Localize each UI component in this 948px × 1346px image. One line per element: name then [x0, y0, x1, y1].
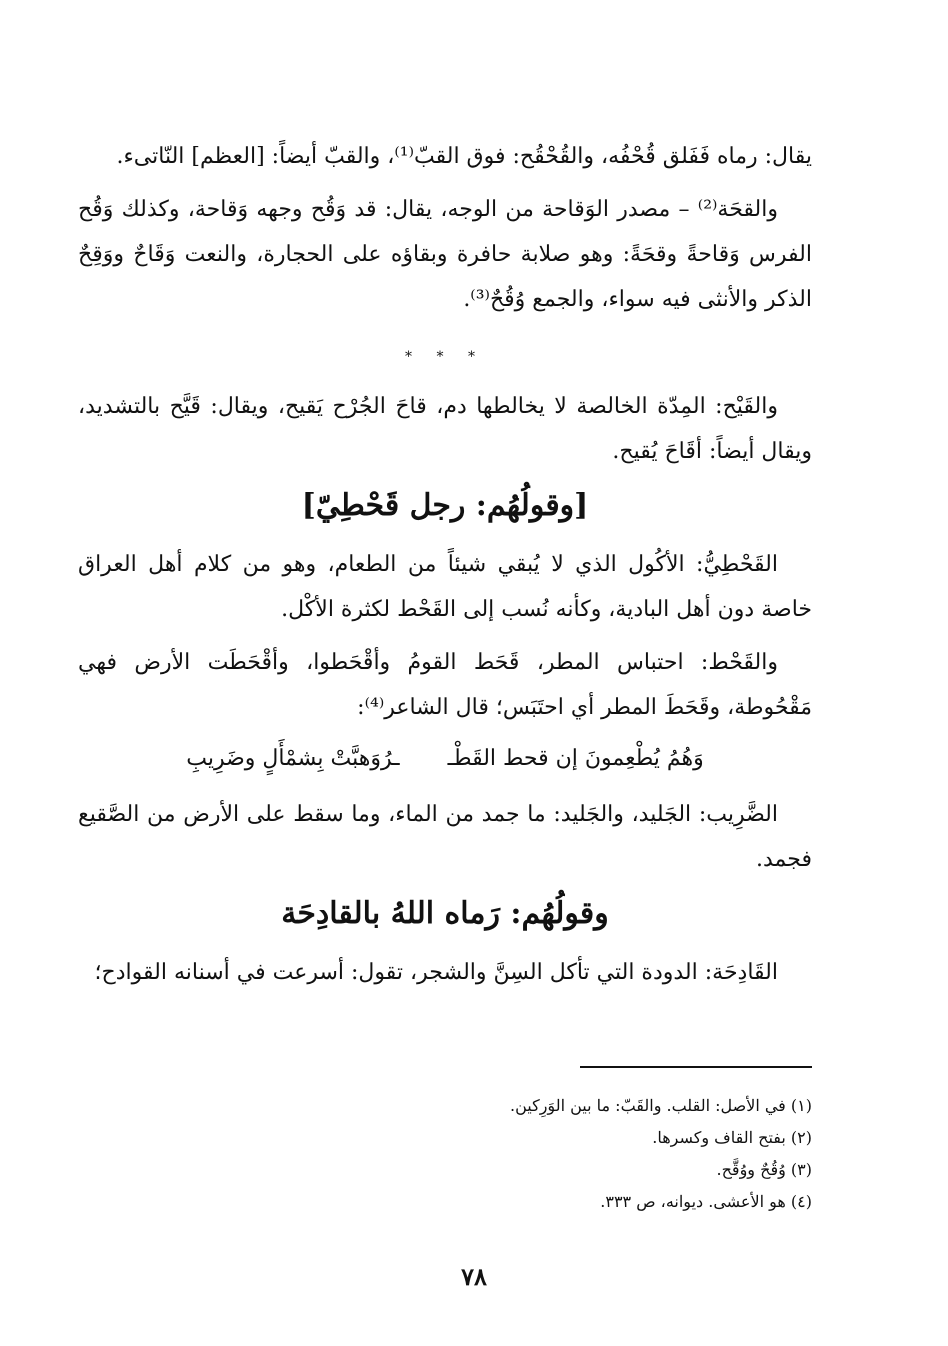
- page-number: ٧٨: [461, 1262, 487, 1291]
- paragraph-darib: الضَّرِيب: الجَليد، والجَليد: ما جمد من الماء، وما سقط على الأرض من الصَّقيع فجمد.: [78, 802, 812, 872]
- section-heading-qahti: [وقولُهُم: رجل قَحْطِيّ]: [301, 488, 589, 523]
- verse-first-hemistich: وَهُمُ يُطْعِمونَ إن قحط القَطْـ: [447, 746, 704, 771]
- section-heading-qadiha: وقولُهُم: رَماه اللهُ بالقادِحَة: [281, 896, 609, 931]
- footnote-2: (٢) بفتح القاف وكسرها.: [652, 1128, 812, 1147]
- paragraph-qayh: والقَيْح: المِدّة الخالصة لا يخالطها دم، قاحَ الجُرْح يَقيح، ويقال: قَيَّح بالتشديد، ويقال أيضاً: أقَاحَ يُقيح.: [78, 394, 812, 464]
- paragraph-qahqah: يقال: رماه فَفَلق قُحْفُه، والقُحْقُح: فوق القبّ⁽¹⁾، والقبّ أيضاً: [العظم] النّاتىء.: [116, 144, 812, 169]
- verse-second-hemistich: ـرُوَهبَّتْ بِشمْأَلٍ وضَرِيبِ: [186, 746, 400, 771]
- footnote-divider: [580, 1066, 812, 1068]
- footnote-1: (١) في الأصل: القلب. والقَبّ: ما بين الوَرِكين.: [509, 1096, 812, 1115]
- footnote-4: (٤) هو الأعشى. ديوانه، ص ٣٣٣.: [600, 1192, 812, 1211]
- footnote-3: (٣) وُقُحٌ ووُقَّح.: [716, 1160, 812, 1179]
- paragraph-qadiha: القَادِحَة: الدودة التي تأكل السِنَّ والشجر، تقول: أسرعت في أسنانه القوادح؛: [94, 960, 778, 985]
- page-body: [78, 134, 812, 995]
- paragraph-qahti: القَحْطِيُّ: الأكُول الذي لا يُبقي شيئاً من الطعام، وهو من كلام أهل العراق خاصة دون أهل البادية، وكأنه نُسب إلى القَحْط لكثرة الأكْل.: [78, 552, 812, 622]
- paragraph-qaht: والقَحْط: احتباس المطر، قَحَط القومُ وأقْحَطوا، وأقْحَطَت الأرض فهي مَقْحُوطة، وقَحَطَ المطر أي احتَبَس؛ قال الشاعر⁽⁴⁾:: [78, 650, 812, 720]
- footnotes: [78, 1090, 812, 1218]
- poem-verse: [78, 736, 812, 782]
- paragraph-waqaha: والقحَة⁽²⁾ – مصدر الوَقاحة من الوجه، يقال: قد وَقُح وجهه وَقاحة، وكذلك وَقُح الفرس وَقاحةً وقحَةً: وهو صلابة حافرة وبقاؤه على الحجارة، والنعت وَقَاحٌ ووَقِحٌ الذكر والأنثى فيه سواء، والجمع وُقُحٌ⁽³⁾.: [78, 197, 812, 312]
- section-separator: * * *: [405, 349, 485, 365]
